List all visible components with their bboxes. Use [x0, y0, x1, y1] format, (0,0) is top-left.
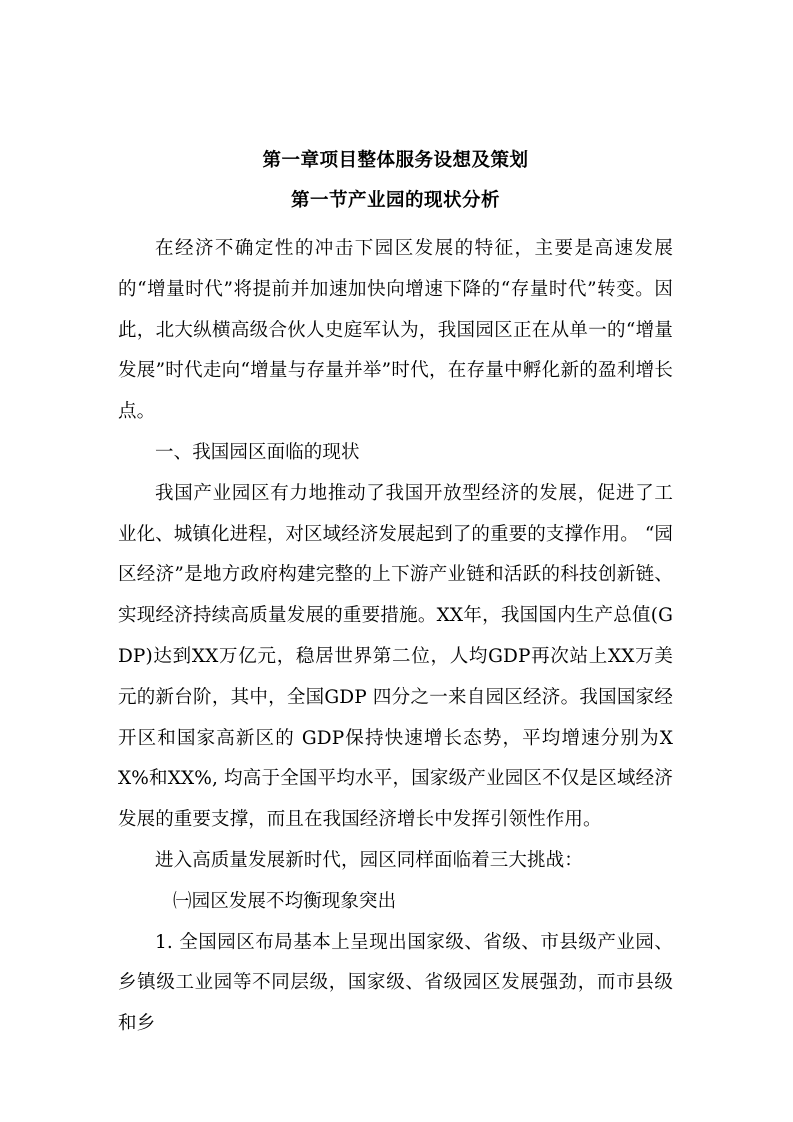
industrial-park-paragraph: 我国产业园区有力地推动了我国开放型经济的发展，促进了工业化、城镇化进程，对区域经济发展起到了的重要的支撑作用。 “园区经济”是地方政府构建完整的上下游产业链和活跃的科技创新链、实现经济持续高质量发展的重要措施。XX年，我国国内生产总值(GDP)达到XX万亿元，稳居世界第二位，人均GDP再次站上XX万美元的新台阶，其中，全国GDP 四分之一来自园区经济。我国国家经开区和国家高新区的 GDP保持快速增长态势，平均增速分别为XX%和XX%, 均高于全国平均水平，国家级产业园区不仅是区域经济发展的重要支撑，而且在我国经济增长中发挥引领性作用。: [118, 482, 673, 831]
challenges-paragraph: 进入高质量发展新时代，园区同样面临着三大挑战：: [155, 849, 583, 871]
numbered-item-1: 1. 全国园区布局基本上呈现出国家级、省级、市县级产业园、乡镇级工业园等不同层级，国家级、省级园区发展强劲，而市县级和乡: [118, 931, 673, 1035]
subheading-imbalance: ㈠园区发展不均衡现象突出: [173, 890, 397, 912]
section-title: 第一节产业园的现状分析: [290, 190, 500, 211]
intro-paragraph: 在经济不确定性的冲击下园区发展的特征，主要是高速发展的“增量时代”将提前并加速加快向增速下降的“存量时代”转变。因此，北大纵横高级合伙人史庭军认为，我国园区正在从单一的“增量发展”时代走向“增量与存量并举”时代，在存量中孵化新的盈利增长点。: [118, 238, 673, 423]
document-body: [118, 142, 673, 1045]
subsection-heading-status: 一、我国园区面临的现状: [155, 441, 360, 463]
chapter-title: 第一章项目整体服务设想及策划: [262, 150, 529, 171]
